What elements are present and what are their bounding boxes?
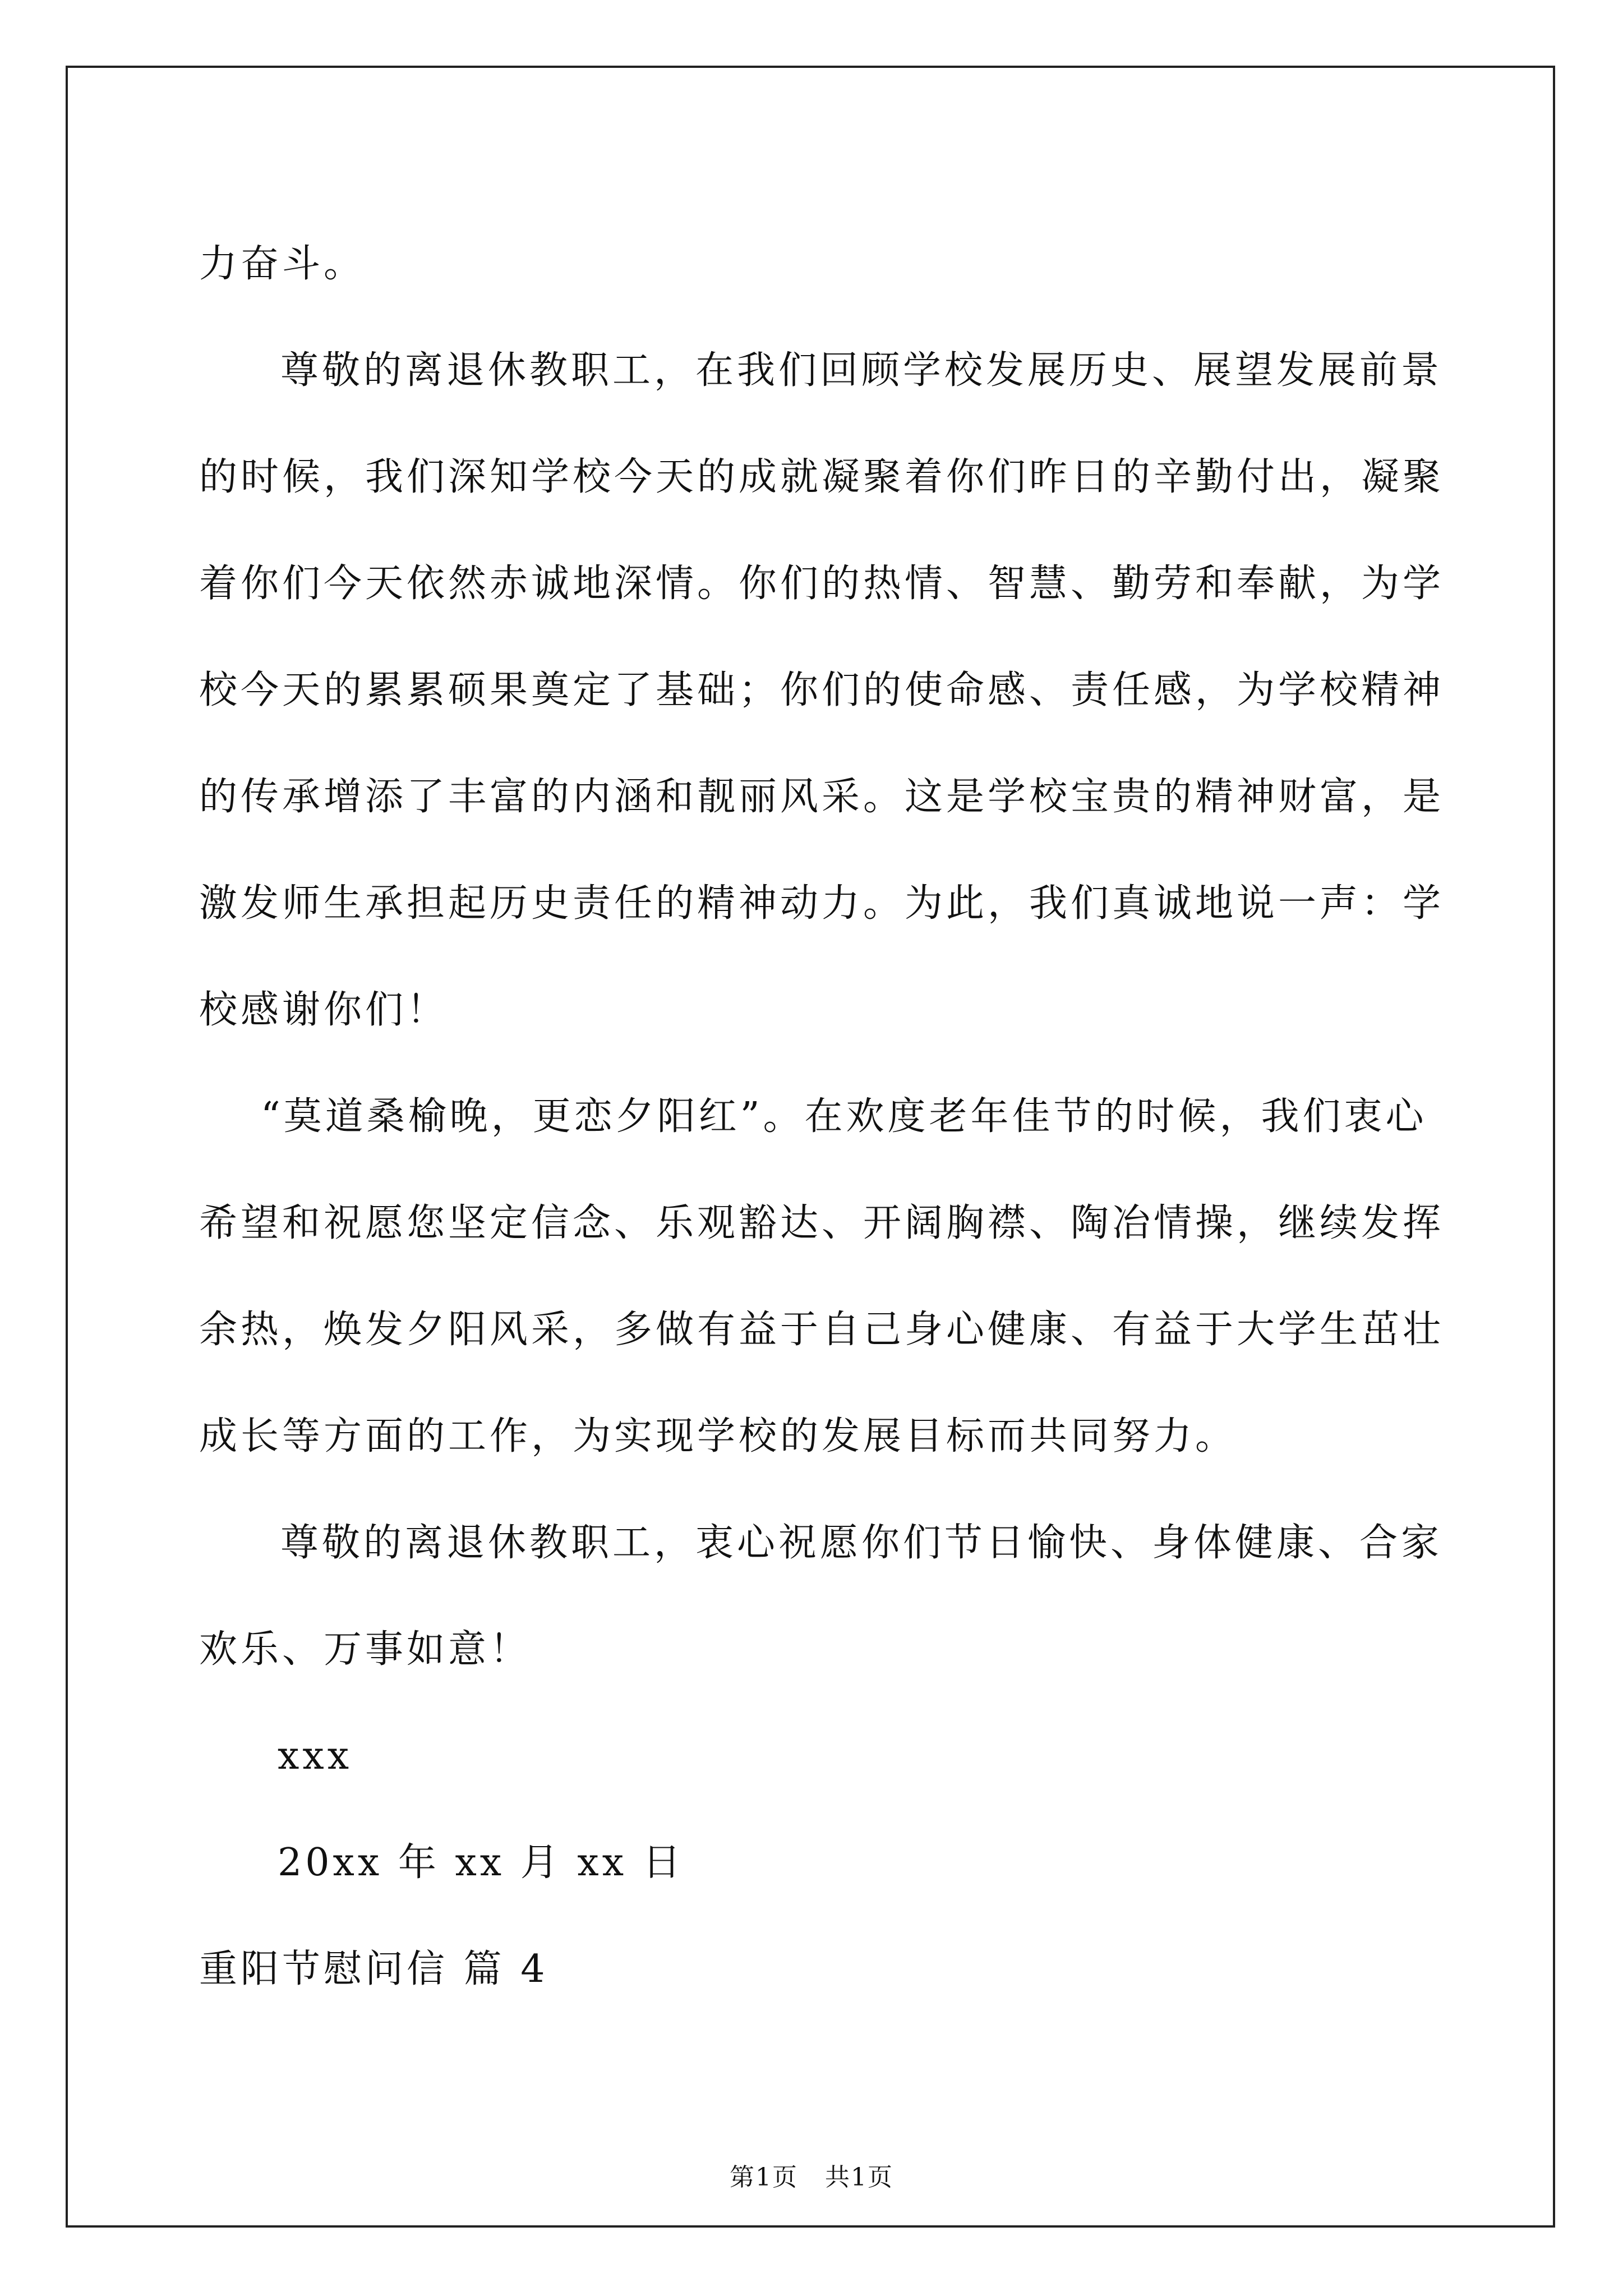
text-line: 的传承增添了丰富的内涵和靓丽风采。这是学校宝贵的精神财富，是 [199,775,1445,819]
text-line: 校感谢你们！ [199,988,449,1032]
signature-name: xxx [278,1734,353,1778]
text-line: 的时候，我们深知学校今天的成就凝聚着你们昨日的辛勤付出，凝聚 [199,455,1445,499]
text-line: 力奋斗。 [199,242,366,286]
text-line: 欢乐、万事如意！ [199,1627,532,1672]
text-line: 着你们今天依然赤诚地深情。你们的热情、智慧、勤劳和奉献，为学 [199,562,1445,606]
page-footer [0,2157,1623,2193]
text-line: 余热，焕发夕阳风采，多做有益于自己身心健康、有益于大学生茁壮 [199,1308,1445,1352]
document-body [199,211,1445,2023]
text-line: “莫道桑榆晚，更恋夕阳红”。在欢度老年佳节的时候，我们衷心 [261,1094,1427,1139]
text-line: 尊敬的离退休教职工，衷心祝愿你们节日愉快、身体健康、合家 [280,1521,1443,1565]
text-line: 希望和祝愿您坚定信念、乐观豁达、开阔胸襟、陶冶情操，继续发挥 [199,1201,1445,1245]
text-line: 激发师生承担起历史责任的精神动力。为此，我们真诚地说一声：学 [199,881,1445,926]
page-number: 第1页 共1页 [730,2163,893,2192]
text-line: 校今天的累累硕果奠定了基础；你们的使命感、责任感，为学校精神 [199,668,1445,712]
section-heading: 重阳节慰问信 篇 4 [199,1947,548,1991]
text-line: 成长等方面的工作，为实现学校的发展目标而共同努力。 [199,1414,1237,1458]
text-line: 尊敬的离退休教职工，在我们回顾学校发展历史、展望发展前景 [280,348,1443,393]
signature-date: 20xx 年 xx 月 xx 日 [278,1841,684,1885]
